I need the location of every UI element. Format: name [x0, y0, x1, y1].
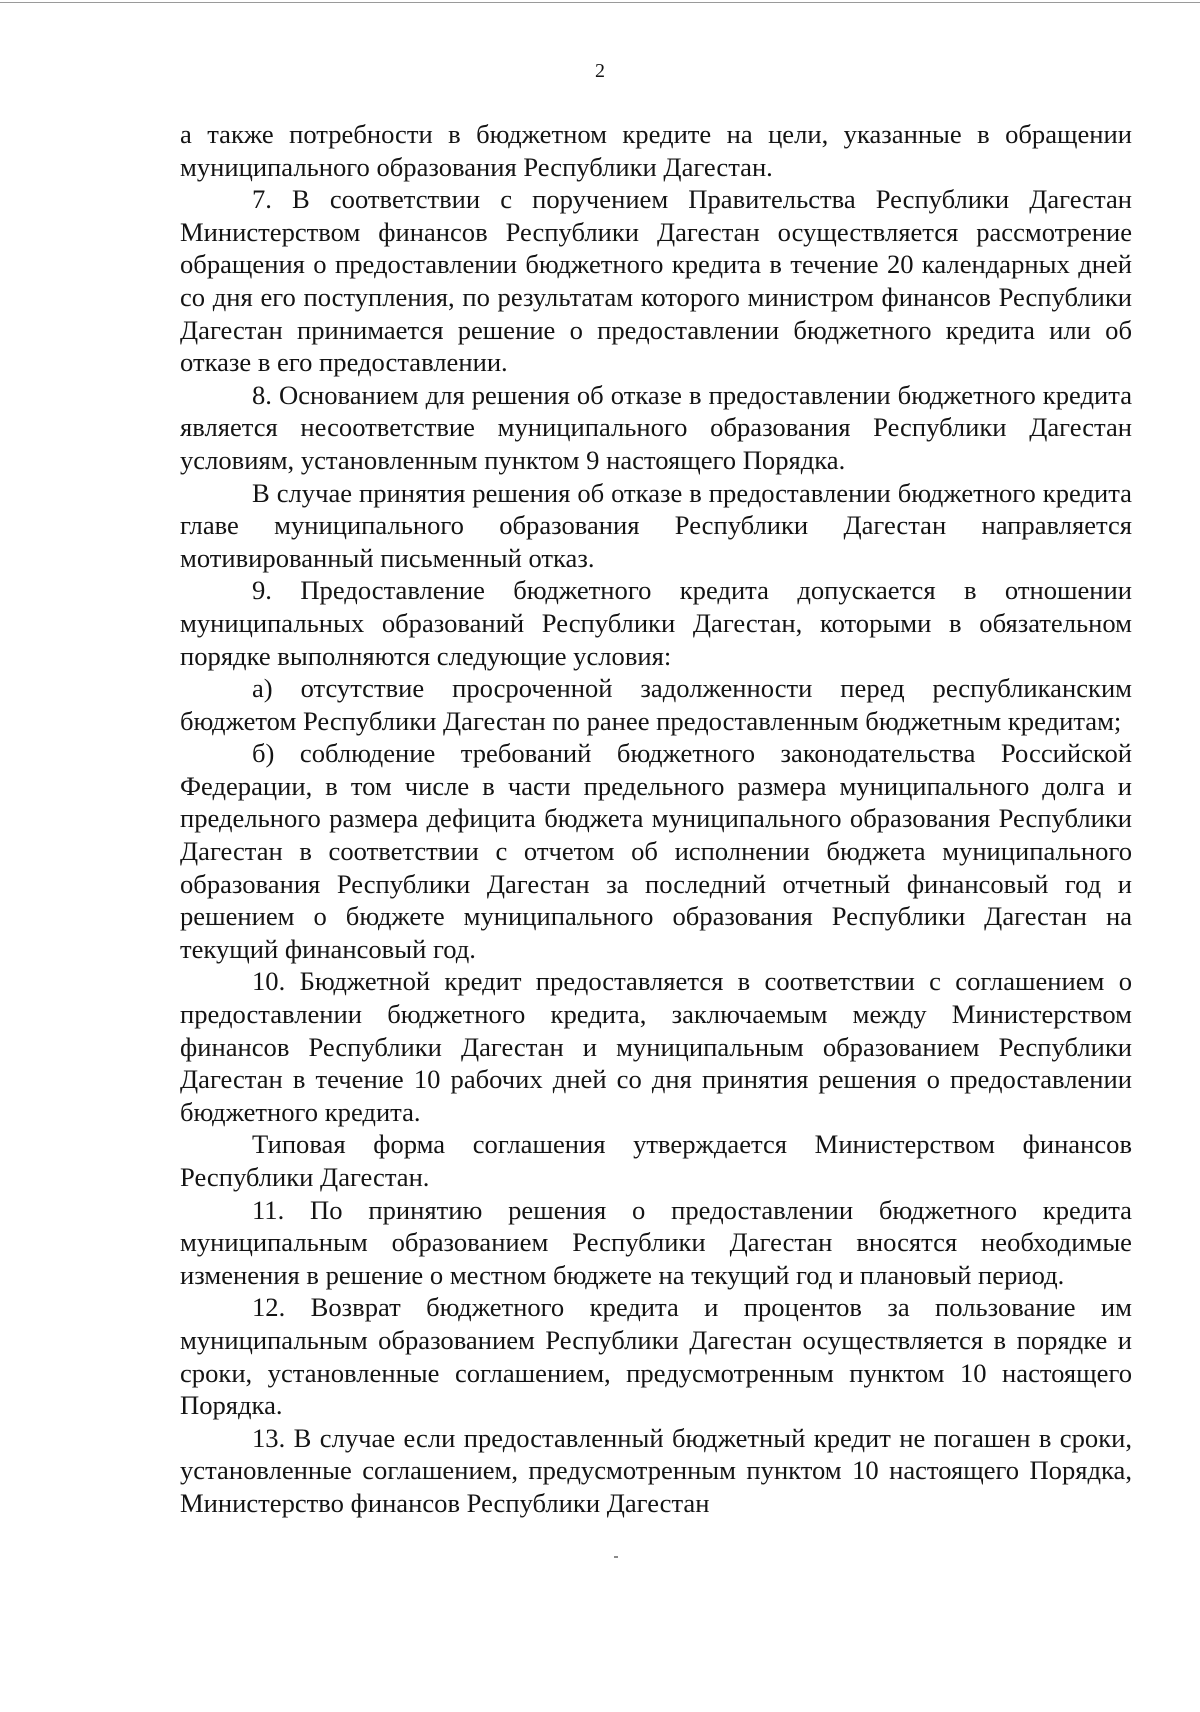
paragraph-item-8: 8. Основанием для решения об отказе в предоставлении бюджетного кредита является несоответствие муниципального образования Республики Дагестан условиям, установленным пунктом 9 настоящего Порядка. [180, 379, 1132, 475]
paragraph-condition-a: а) отсутствие просроченной задолженности перед республиканским бюджетом Республики Дагестан по ранее предоставленным бюджетным кредитам; [180, 673, 1132, 736]
page-number: 2 [595, 60, 605, 82]
paragraph-item-9: 9. Предоставление бюджетного кредита допускается в отношении муниципальных образований Республики Дагестан, которыми в обязательном порядке выполняются следующие условия: [180, 575, 1132, 671]
paragraph-item-7: 7. В соответствии с поручением Правительства Республики Дагестан Министерством финансов Республики Дагестан осуществляется рассмотрение обращения о предоставлении бюджетного кредита в течение 20 календарных дней со дня его поступления, по результатам которого министром финансов Республики Дагестан принимается решение о предоставлении бюджетного кредита или об отказе в его предоставлении. [180, 184, 1132, 378]
paragraph-item-12: 12. Возврат бюджетного кредита и процентов за пользование им муниципальным образованием Республики Дагестан осуществляется в порядке и сроки, установленные соглашением, предусмотренным пунктом 10 настоящего Порядка. [180, 1292, 1132, 1421]
paragraph-continuation: а также потребности в бюджетном кредите на цели, указанные в обращении муниципального образования Республики Дагестан. [180, 119, 1132, 182]
document-body [180, 118, 1132, 1520]
paragraph-item-13: 13. В случае если предоставленный бюджетный кредит не погашен в сроки, установленные соглашением, предусмотренным пунктом 10 настоящего Порядка, Министерство финансов Республики Дагестан [180, 1422, 1132, 1518]
paragraph-item-11: 11. По принятию решения о предоставлении бюджетного кредита муниципальным образованием Республики Дагестан вносятся необходимые изменения в решение о местном бюджете на текущий год и плановый период. [180, 1194, 1132, 1290]
paragraph-item-10: 10. Бюджетной кредит предоставляется в соответствии с соглашением о предоставлении бюджетного кредита, заключаемым между Министерством финансов Республики Дагестан и муниципальным образованием Республики Дагестан в течение 10 рабочих дней со дня принятия решения о предоставлении бюджетного кредита. [180, 966, 1132, 1127]
paragraph-refusal-notice: В случае принятия решения об отказе в предоставлении бюджетного кредита главе муниципального образования Республики Дагестан направляется мотивированный письменный отказ. [180, 477, 1132, 573]
paragraph-condition-b: б) соблюдение требований бюджетного законодательства Российской Федерации, в том числе в части предельного размера муниципального долга и предельного размера дефицита бюджета муниципального образования Республики Дагестан в соответствии с отчетом об исполнении бюджета муниципального образования Республики Дагестан за последний отчетный финансовый год и решением о бюджете муниципального образования Республики Дагестан на текущий финансовый год. [180, 738, 1132, 964]
paragraph-standard-form: Типовая форма соглашения утверждается Министерством финансов Республики Дагестан. [180, 1129, 1132, 1192]
scan-artifact [614, 1556, 618, 1558]
scan-edge-line [0, 2, 1200, 3]
